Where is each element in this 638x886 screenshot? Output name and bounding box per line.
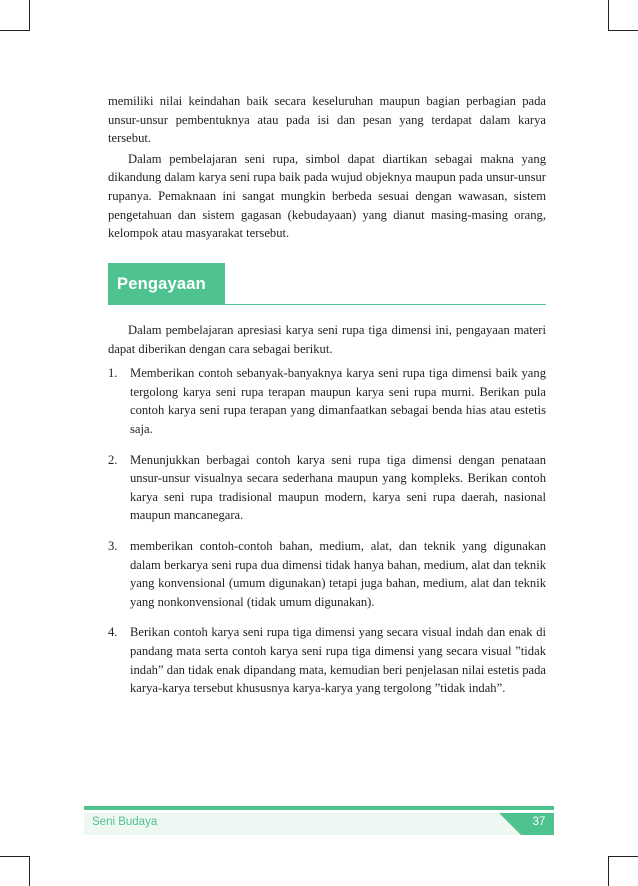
section-heading-banner [108, 263, 225, 305]
list-item-text: Berikan contoh karya seni rupa tiga dimensi yang secara visual indah dan enak di pandang mata serta contoh karya seni rupa tiga dimensi yang secara visual ”tidak indah” dan tidak enak dipandang mata, kemudian beri penjelasan nilai estetis pada karya-karya tersebut khususnya karya-karya yang tergolong ”tidak indah”. [130, 625, 546, 696]
enrichment-text [108, 321, 546, 710]
list-item [108, 537, 546, 611]
section-lead: Dalam pembelajaran apresiasi karya seni rupa tiga dimensi ini, pengayaan materi dapat diberikan dengan cara sebagai berikut. [108, 323, 546, 356]
crop-mark [29, 0, 30, 30]
intro-paragraph-2: Dalam pembelajaran seni rupa, simbol dapat diartikan sebagai makna yang dikandung dalam karya seni rupa baik pada wujud objeknya maupun pada unsur-unsur rupanya. Pemaknaan ini sangat mungkin berbeda sesuai dengan wawasan, sistem pengetahuan dan sistem gagasan (kebudayaan) yang dianut masing-masing orang, kelompok atau masyarakat tersebut. [108, 151, 546, 241]
section-heading: Pengayaan [117, 275, 206, 293]
crop-mark [608, 30, 638, 31]
list-item [108, 451, 546, 525]
list-item-text: memberikan contoh-contoh bahan, medium, alat, dan teknik yang digunakan dalam berkarya seni rupa dua dimensi tidak hanya bahan, medium, alat dan teknik yang konvensional (umum digunakan) tetapi juga bahan, medium, alat dan teknik yang nonkonvensional (tidak umum digunakan). [130, 538, 546, 609]
enrichment-list [108, 364, 546, 698]
intro-text [108, 92, 546, 243]
page-number: 37 [532, 816, 546, 828]
crop-mark [0, 856, 30, 857]
section-heading-rule [225, 304, 546, 305]
footer-book-title: Seni Budaya [92, 816, 158, 828]
list-item-text: Menunjukkan berbagai contoh karya seni rupa tiga dimensi dengan penataan unsur-unsur visualnya secara sederhana maupun yang kompleks. Berikan contoh karya seni rupa tradisional maupun modern, karya seni rupa daerah, nasional maupun mancanegara. [130, 452, 546, 523]
crop-mark [608, 856, 638, 857]
intro-paragraph-1: memiliki nilai keindahan baik secara keseluruhan maupun bagian perbagian pada unsur-unsur pembentuknya atau pada isi dan pesan yang terdapat dalam karya tersebut. [108, 94, 546, 146]
list-item-number: 4. [108, 625, 118, 640]
crop-mark [608, 0, 609, 30]
list-item-number: 2. [108, 452, 118, 467]
list-item [108, 364, 546, 438]
list-item-text: Memberikan contoh sebanyak-banyaknya karya seni rupa tiga dimensi baik yang tergolong karya seni rupa terapan maupun karya seni rupa murni. Berikan pula contoh karya seni rupa terapan yang dimanfaatkan sebagai benda hias atau estetis saja. [130, 366, 546, 436]
crop-mark [29, 856, 30, 886]
list-item-number: 1. [108, 366, 118, 381]
list-item [108, 623, 546, 697]
footer-rule [84, 806, 554, 810]
list-item-number: 3. [108, 538, 118, 553]
crop-mark [0, 30, 30, 31]
crop-mark [608, 856, 609, 886]
